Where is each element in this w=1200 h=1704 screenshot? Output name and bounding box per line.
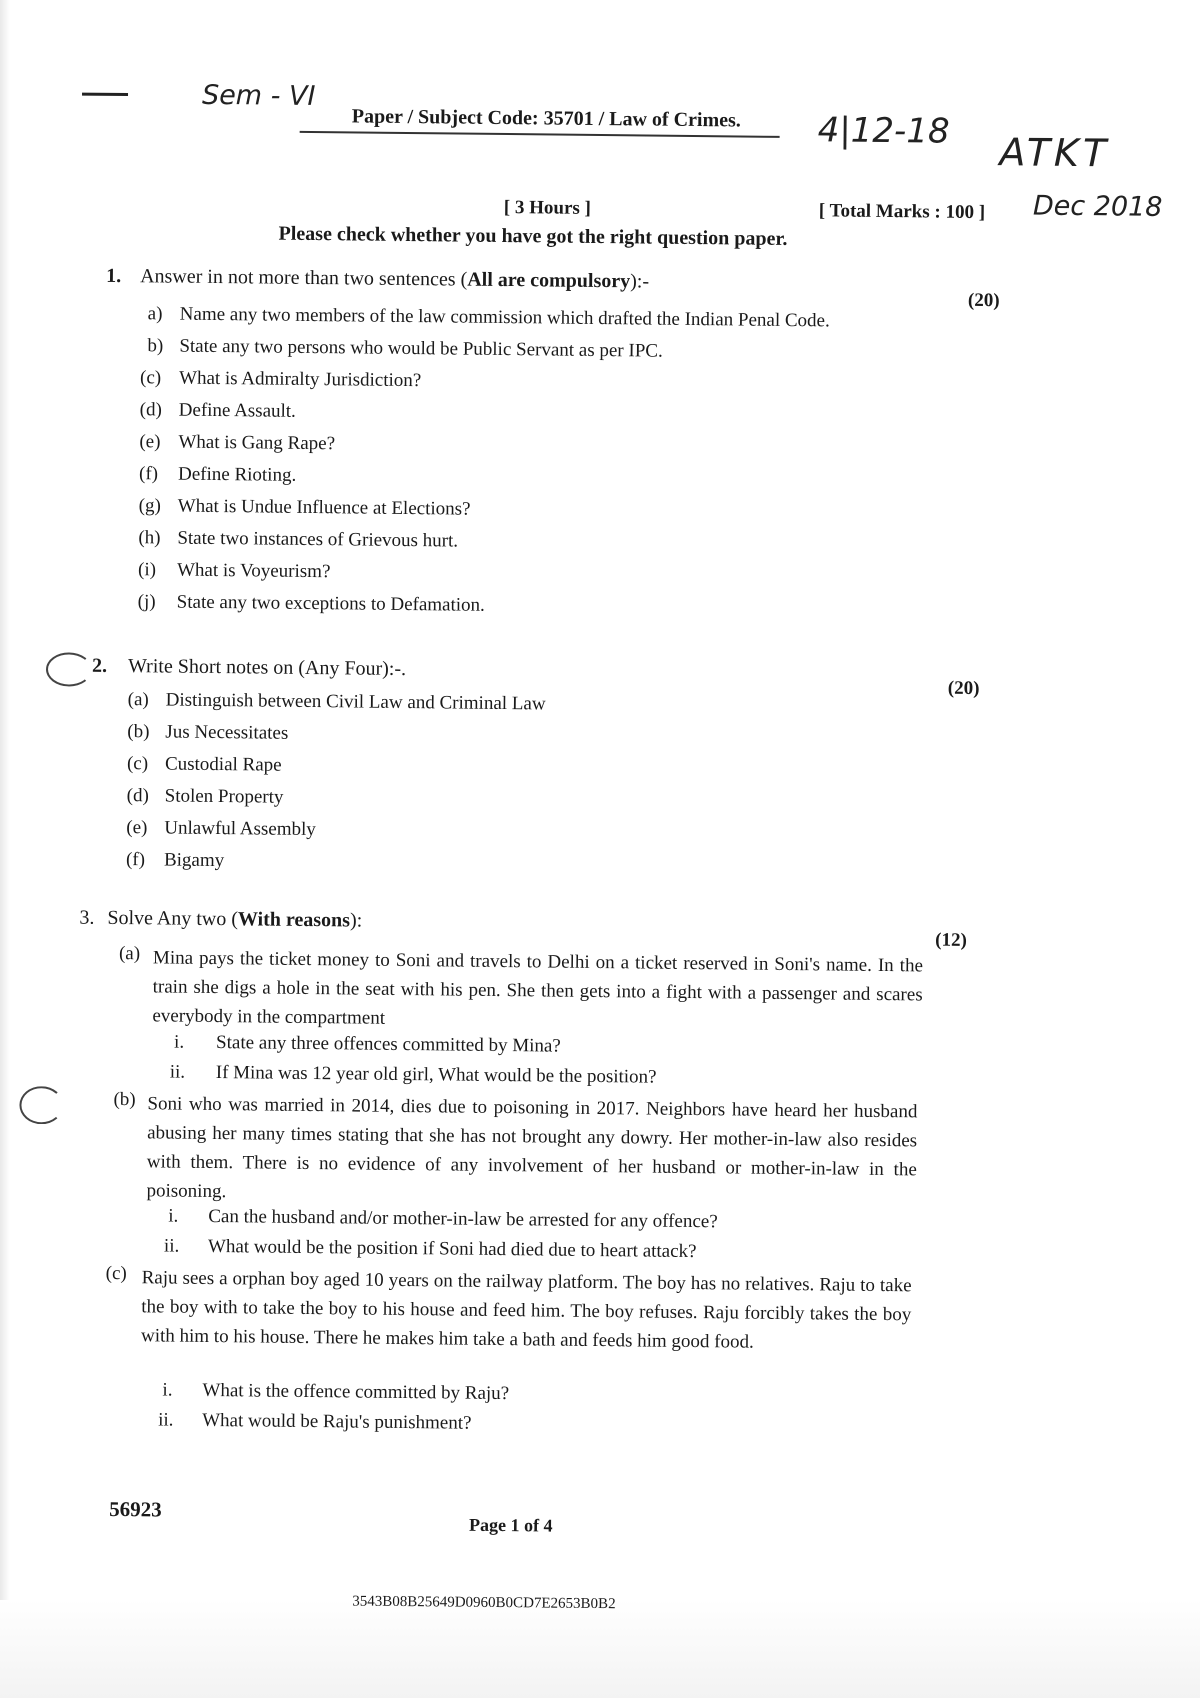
q3-b-text: Soni who was married in 2014, dies due to poisoning in 2017. Neighbors have heard her husband abusing her many times stating that she has not brought any dowry. Her mother-in-law also resides with them. There is no evidence of any involvement of her husband or mother-in-law in the poisoning. [146, 1093, 918, 1203]
q3-c-sub-label: i. [162, 1379, 173, 1401]
paper-code: Paper / Subject Code: 35701 / Law of Crimes. [351, 105, 741, 132]
q1-item-text: State any two persons who would be Public Servant as per IPC. [179, 335, 663, 362]
q2-item-text: Stolen Property [164, 785, 284, 808]
q3-a-sub-text: If Mina was 12 year old girl, What would be the position? [215, 1062, 657, 1088]
q1-item-label: (h) [138, 527, 161, 549]
q1-marks: (20) [967, 289, 1000, 312]
q2-item-label: (b) [127, 721, 150, 743]
q1-item-label: (d) [139, 399, 162, 421]
q3-b-sub-text: Can the husband and/or mother-in-law be arrested for any offence? [208, 1205, 718, 1233]
handwritten-date: 4|12-18 [817, 110, 950, 152]
q1-item-label: (g) [138, 495, 161, 517]
q2-item-text: Jus Necessitates [165, 721, 289, 744]
q1-item-text: What is Undue Influence at Elections? [177, 495, 471, 520]
q3-a-label: (a) [118, 943, 141, 965]
q1-title [140, 265, 649, 293]
q3-c-sub-text: What is the offence committed by Raju? [202, 1379, 510, 1405]
q2-item-label: (c) [126, 753, 149, 775]
q3-c-label: (c) [105, 1262, 127, 1285]
q2-item-label: (a) [127, 689, 149, 711]
q1-item-text: State any two exceptions to Defamation. [176, 591, 485, 616]
q3-title-prefix: Solve Any two ( [107, 906, 239, 931]
q3-a-text: Mina pays the ticket money to Soni and travels to Delhi on a ticket reserved in Soni's name. In the train she digs a hole in the seat with his pen. She then gets into a fight with a passenger and scares everybody in the compartment [152, 947, 924, 1029]
q2-marks: (20) [947, 677, 980, 700]
q3-number: 3. [79, 906, 95, 929]
q1-item-label: (c) [139, 367, 162, 389]
q3-a-sub-text: State any three offences committed by Mina? [215, 1032, 561, 1057]
q3-b-sub-text: What would be the position if Soni had died due to heart attack? [207, 1235, 697, 1263]
q3-c-sub-text: What would be Raju's punishment? [202, 1409, 472, 1434]
q1-item-label: (i) [137, 559, 157, 581]
handwritten-session: Dec 2018 [1032, 190, 1163, 223]
q2-item-label: (d) [126, 785, 149, 807]
q1-item-text: Name any two members of the law commission which drafted the Indian Penal Code. [179, 303, 830, 332]
q1-item-label: (f) [138, 463, 159, 485]
duration: [ 3 Hours ] [503, 196, 592, 219]
q3-marks: (12) [935, 929, 967, 951]
q1-item-label: a) [147, 303, 163, 325]
punch-hole-mark [46, 652, 92, 686]
q3-c-sub-label: ii. [158, 1409, 174, 1431]
q2-item-text: Unlawful Assembly [164, 817, 316, 841]
q1-item-text: Define Rioting. [177, 463, 297, 486]
q3-title-bold: With reasons [237, 908, 351, 932]
q2-title: Write Short notes on (Any Four):-. [127, 655, 407, 680]
q1-title-bold: All are compulsory [467, 268, 631, 293]
q1-item-label: (j) [137, 591, 156, 613]
check-notice: Please check whether you have got the right question paper. [278, 222, 788, 250]
punch-hole-mark [19, 1086, 63, 1124]
footer-hash: 3543B08B25649D0960B0CD7E2653B0B2 [352, 1593, 616, 1613]
q1-title-suffix: ):- [630, 270, 650, 293]
q2-item-text: Distinguish between Civil Law and Criminal Law [165, 689, 546, 715]
q1-item-label: (e) [139, 431, 161, 453]
q3-title-suffix: ): [349, 909, 363, 932]
total-marks: [ Total Marks : 100 ] [818, 200, 986, 224]
handwritten-dash [82, 93, 128, 96]
q2-number: 2. [91, 654, 108, 677]
q1-item-text: What is Gang Rape? [178, 431, 336, 455]
handwritten-atkt: ATKT [999, 130, 1111, 176]
q2-item-label: (e) [126, 817, 148, 839]
q3-c-text: Raju sees a orphan boy aged 10 years on the railway platform. The boy has no relatives. Raju to take the boy with to take the boy to his house and feed him. The boy refuses. Raju forcibly takes the boy with him to his house. There he makes him take a bath and feeds him good food. [140, 1267, 912, 1353]
q1-item-text: What is Voyeurism? [176, 559, 331, 583]
q3-b-sub-label: i. [168, 1205, 179, 1227]
q1-item-text: What is Admiralty Jurisdiction? [178, 367, 422, 392]
q3-title [107, 907, 362, 933]
q3-a-sub-label: i. [174, 1031, 185, 1053]
q1-item-label: b) [147, 335, 164, 357]
q1-title-prefix: Answer in not more than two sentences ( [140, 265, 468, 291]
q1-number: 1. [106, 264, 122, 287]
footer-code: 56923 [109, 1496, 162, 1522]
q2-item-text: Custodial Rape [164, 753, 282, 776]
q1-item-text: State two instances of Grievous hurt. [177, 527, 459, 552]
q3-a-sub-label: ii. [169, 1061, 186, 1083]
q3-b-label: (b) [113, 1088, 136, 1111]
q2-item-label: (f) [125, 849, 146, 871]
q3-b-sub-label: ii. [163, 1235, 180, 1257]
handwritten-sem: Sem - VI [201, 79, 316, 113]
page-number: Page 1 of 4 [468, 1514, 553, 1536]
q1-item-text: Define Assault. [178, 399, 296, 422]
q2-item-text: Bigamy [163, 849, 225, 872]
